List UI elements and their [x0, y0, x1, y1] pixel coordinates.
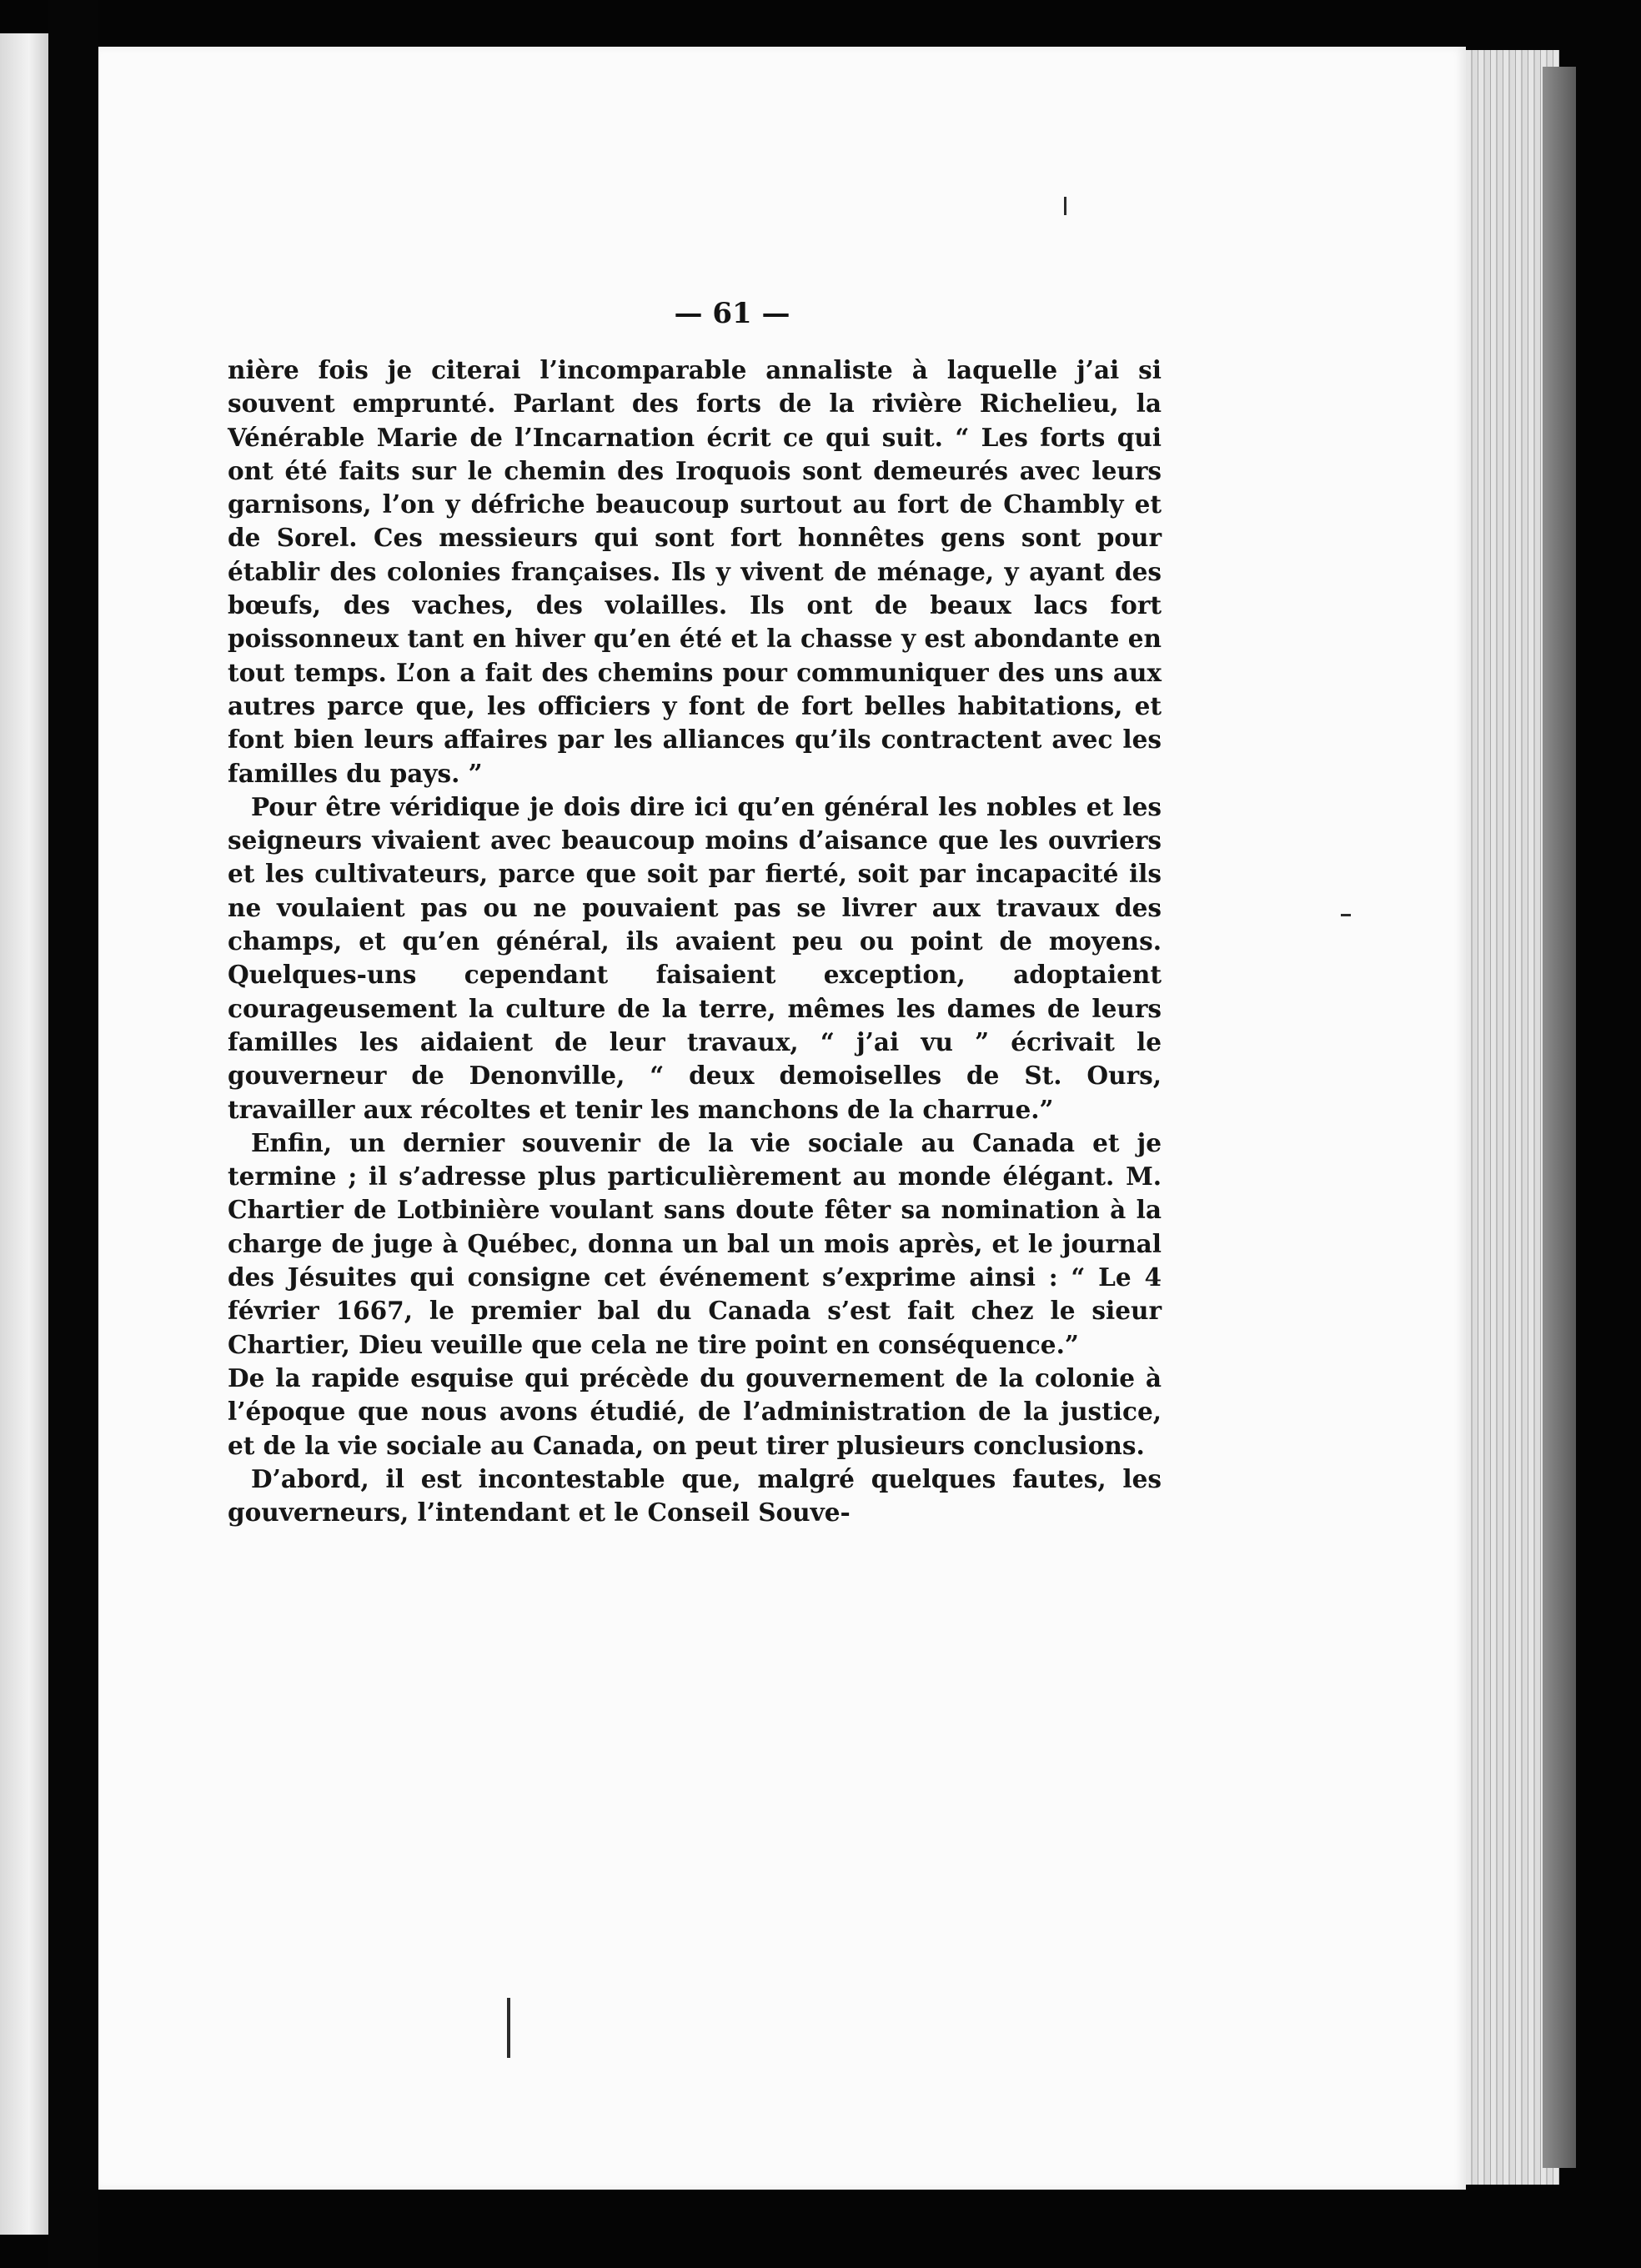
scan-speck [507, 1998, 510, 2058]
scan-speck [1064, 197, 1066, 215]
paragraph: Enfin, un dernier souvenir de la vie sociale au Canada et je termine ; il s’adresse plus particulièrement au monde élégant. M. Chartier de Lotbinière voulant sans doute fêter sa nomination à la charge de juge à Québec, donna un bal un mois après, et le journal des Jésuites qui consigne cet événement s’exprime ainsi : “ Le 4 février 1667, le premier bal du Canada s’est fait chez le sieur Chartier, Dieu veuille que cela ne tire point en conséquence.” [228, 1127, 1162, 1359]
book-gutter [48, 0, 98, 2268]
paragraph: Pour être véridique je dois dire ici qu’en général les nobles et les seigneurs vivaient avec beaucoup moins d’aisance que les ouvriers et les cultivateurs, parce que soit par fierté, soit par incapacité ils ne voulaient pas ou ne pouvaient pas se livrer aux travaux des champs, et qu’en général, ils avaient peu ou point de moyens. Quelques-uns cependant faisaient exception, adoptaient courageusement la culture de la terre, mêmes les dames de leurs familles les aidaient de leur travaux, “ j’ai vu ” écrivait le gouverneur de Denonville, “ deux demoiselles de St. Ours, travailler aux récoltes et tenir les manchons de la charrue.” [228, 791, 1162, 1124]
previous-page-edge [0, 33, 48, 2235]
page-body [228, 354, 1162, 1529]
paragraph: De la rapide esquise qui précède du gouvernement de la colonie à l’époque que nous avons étudié, de l’administration de la justice, et de la vie sociale au Canada, on peut tirer plusieurs conclusions. [228, 1362, 1162, 1460]
book-page [98, 47, 1466, 2190]
page-stack-shadow [1543, 67, 1576, 2168]
paragraph: nière fois je citerai l’incomparable annaliste à laquelle j’ai si souvent emprunté. Parlant des forts de la rivière Richelieu, la Vénérable Marie de l’Incarnation écrit ce qui suit. “ Les forts qui ont été faits sur le chemin des Iroquois sont demeurés avec leurs garnisons, l’on y défriche beaucoup surtout au fort de Chambly et de Sorel. Ces messieurs qui sont fort honnêtes gens sont pour établir des colonies françaises. Ils y vivent de ménage, y ayant des bœufs, des vaches, des volailles. Ils ont de beaux lacs fort poissonneux tant en hiver qu’en été et la chasse y est abondante en tout temps. L’on a fait des chemins pour communiquer des uns aux autres parce que, les officiers y font de fort belles habitations, et font bien leurs affaires par les alliances qu’ils contractent avec les familles du pays. ” [228, 355, 1162, 788]
page-number: — 61 — [674, 297, 790, 330]
paragraph: D’abord, il est incontestable que, malgré quelques fautes, les gouverneurs, l’intendant et le Conseil Souve- [228, 1463, 1162, 1528]
scan-speck [1341, 914, 1351, 916]
